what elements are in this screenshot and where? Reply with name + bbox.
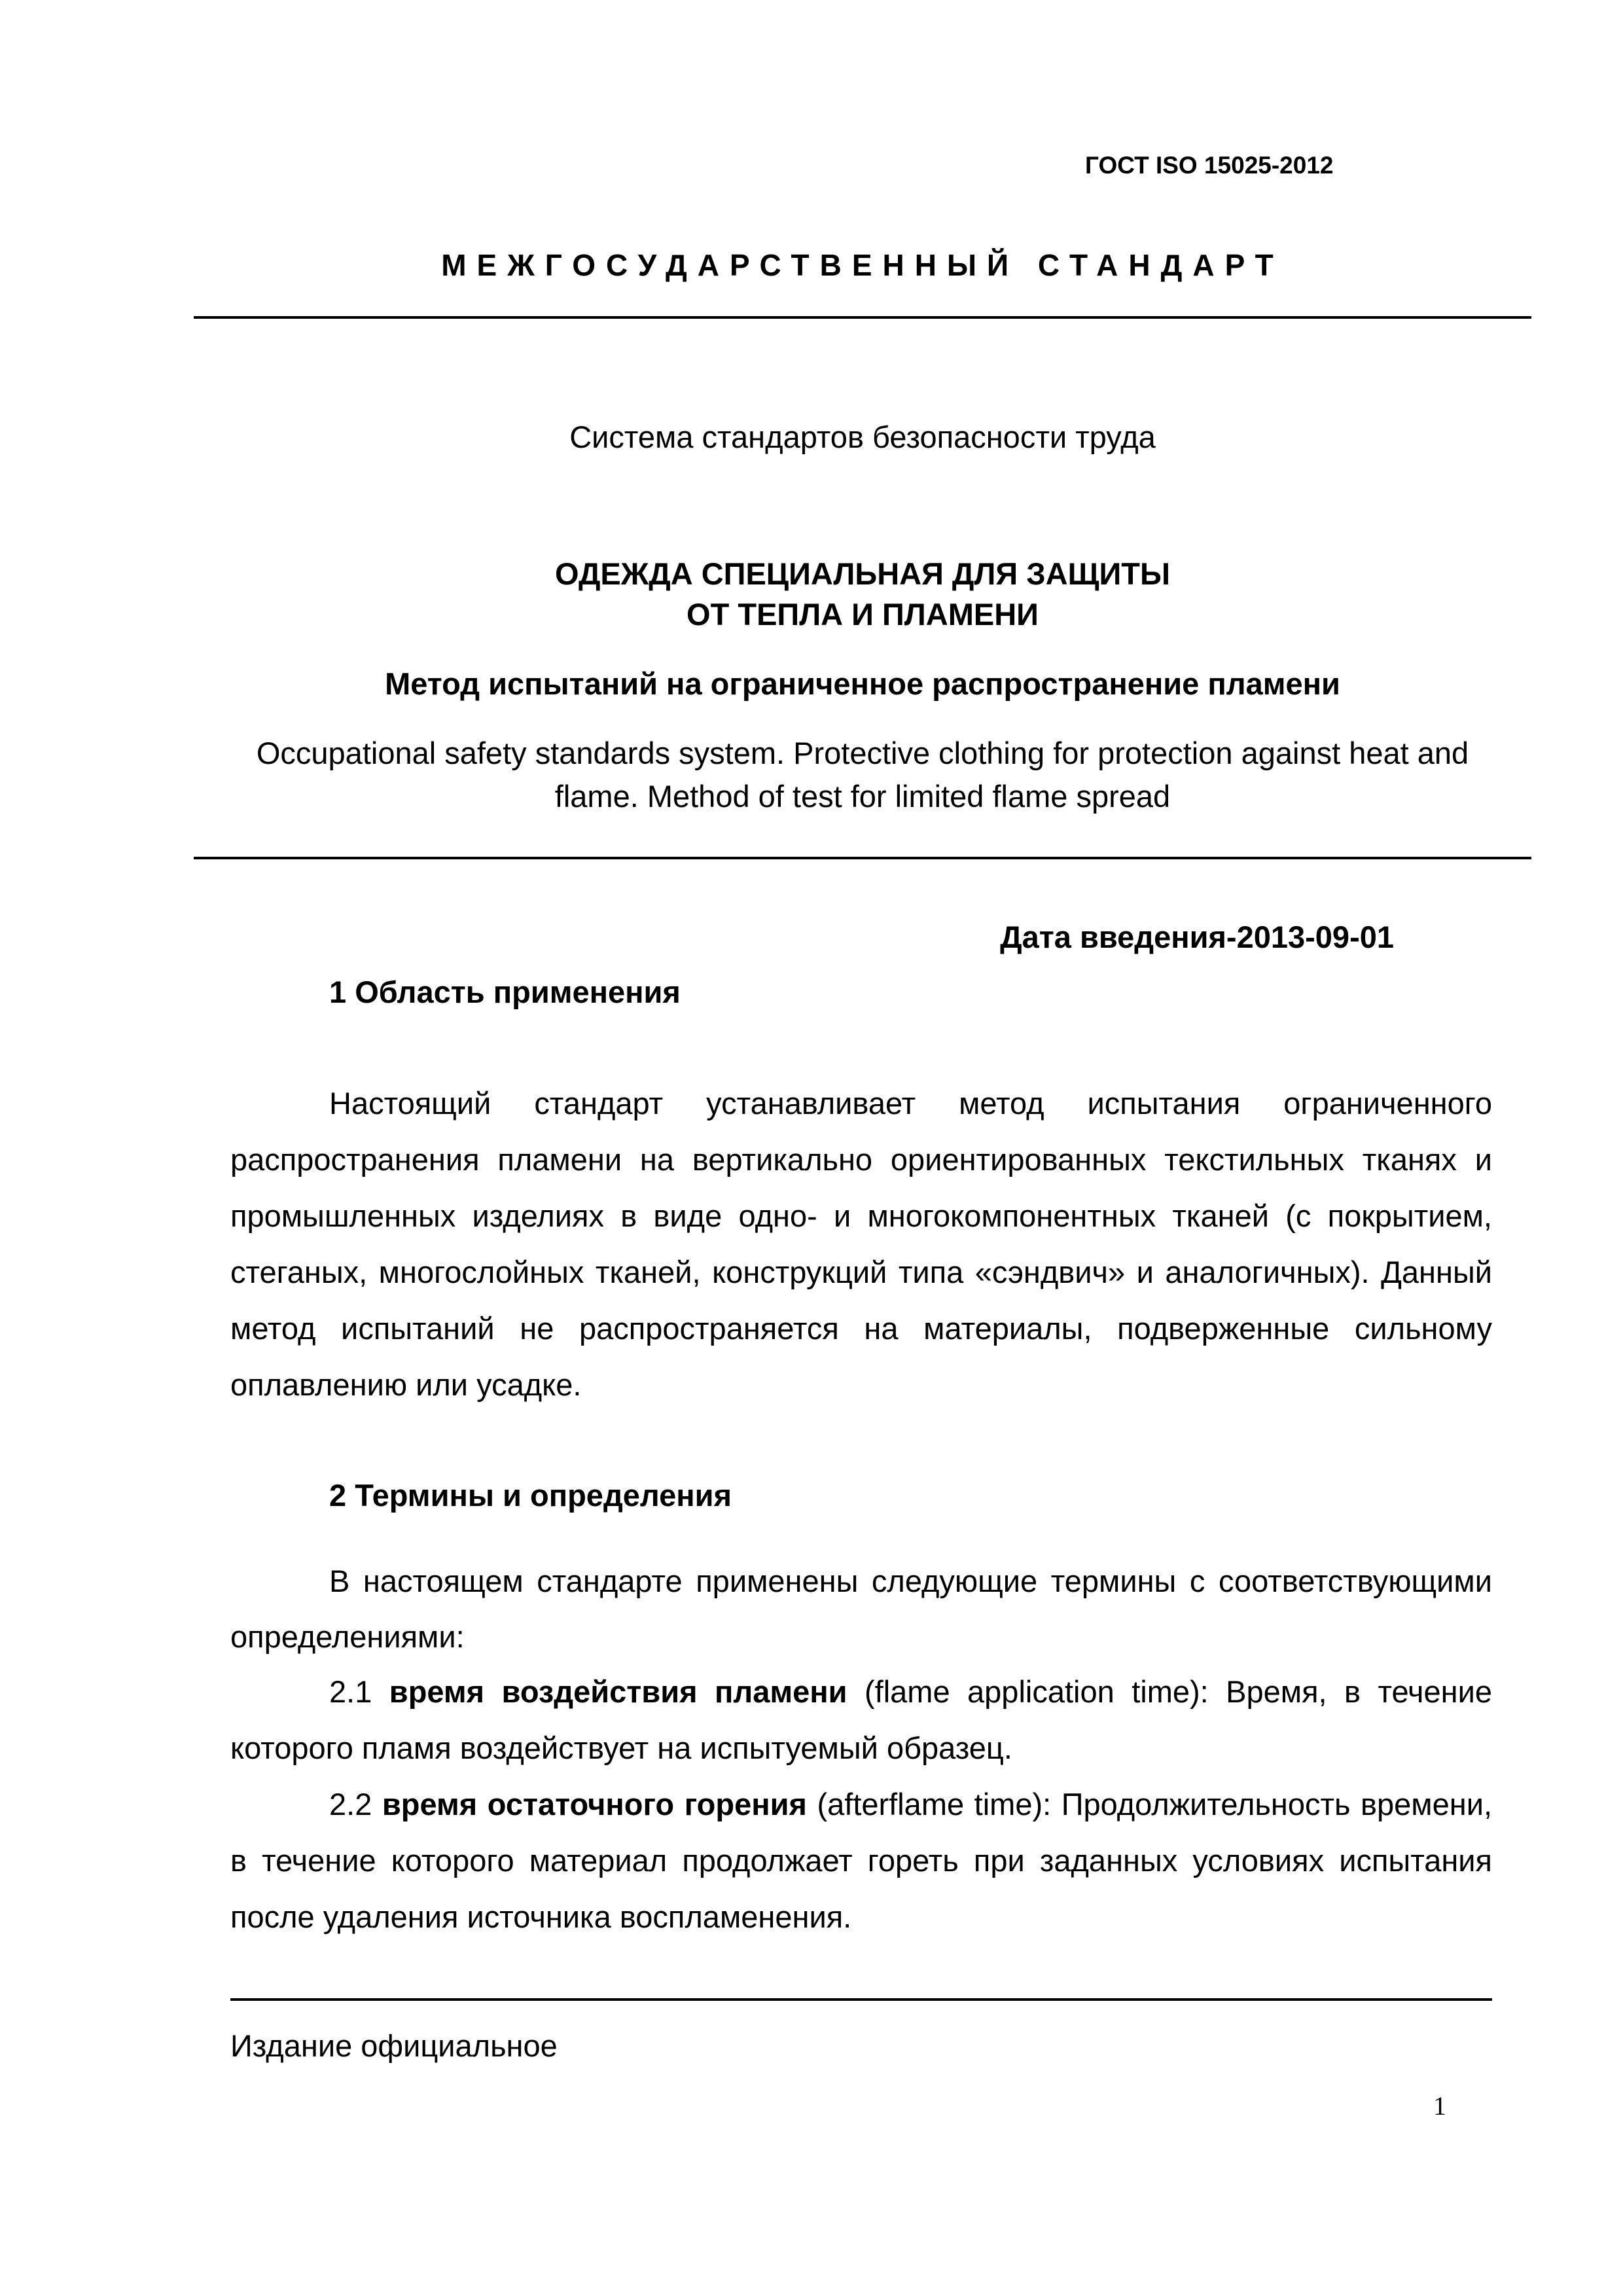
english-title [194,732,1531,818]
section-2-intro: В настоящем стандарте применены следующие термины с соответствующими определениями: [230,1564,1492,1654]
standards-system-line: Система стандартов безопасности труда [569,420,1156,454]
term-name: время остаточного горения [382,1787,807,1821]
english-title-line-2: flame. Method of test for limited flame spread [554,779,1171,814]
document-number: ГОСТ ISO 15025-2012 [1085,152,1334,179]
term-definition: (afterflame time): Продолжительность времени, в течение которого материал продолжает гореть при заданных условиях испытания после удаления источника воспламенения. [230,1787,1493,1934]
introduction-date: Дата введения-2013-09-01 [1000,920,1394,954]
top-divider [194,316,1531,319]
section-1-heading: 1 Область применения [329,975,681,1009]
document-title [194,554,1531,635]
title-line-2: ОТ ТЕПЛА И ПЛАМЕНИ [687,597,1039,632]
document-subtitle: Метод испытаний на ограниченное распространение пламени [385,666,1340,701]
interstate-standard-heading: МЕЖГОСУДАРСТВЕННЫЙ СТАНДАРТ [441,248,1284,282]
term-2-2 [230,1776,1492,1945]
official-edition-note: Издание официальное [230,2028,558,2063]
term-number: 2.1 [329,1674,372,1709]
title-line-1: ОДЕЖДА СПЕЦИАЛЬНАЯ ДЛЯ ЗАЩИТЫ [555,556,1170,591]
term-definition: (flame application time): Время, в течение которого пламя воздействует на испытуемый образец. [230,1674,1493,1765]
english-title-line-1: Occupational safety standards system. Protective clothing for protection against heat and [256,736,1469,770]
section-2-heading: 2 Термины и определения [329,1478,732,1513]
title-divider [194,857,1531,859]
term-number: 2.2 [329,1787,372,1821]
page-number: 1 [1433,2091,1446,2121]
term-2-1 [230,1664,1492,1776]
term-name: время воздействия пламени [389,1674,847,1709]
section-1-text: Настоящий стандарт устанавливает метод испытания ограниченного распространения пламени на вертикально ориентированных текстильных тканях и промышленных изделиях в виде одно- и многокомпонентных тканей (с покрытием, стеганых, многослойных тканей, конструкций типа «сэндвич» и аналогичных). Данный метод испытаний не распространяется на материалы, подверженные сильному оплавлению или усадке. [230,1086,1492,1402]
footer-divider [230,1998,1492,2001]
